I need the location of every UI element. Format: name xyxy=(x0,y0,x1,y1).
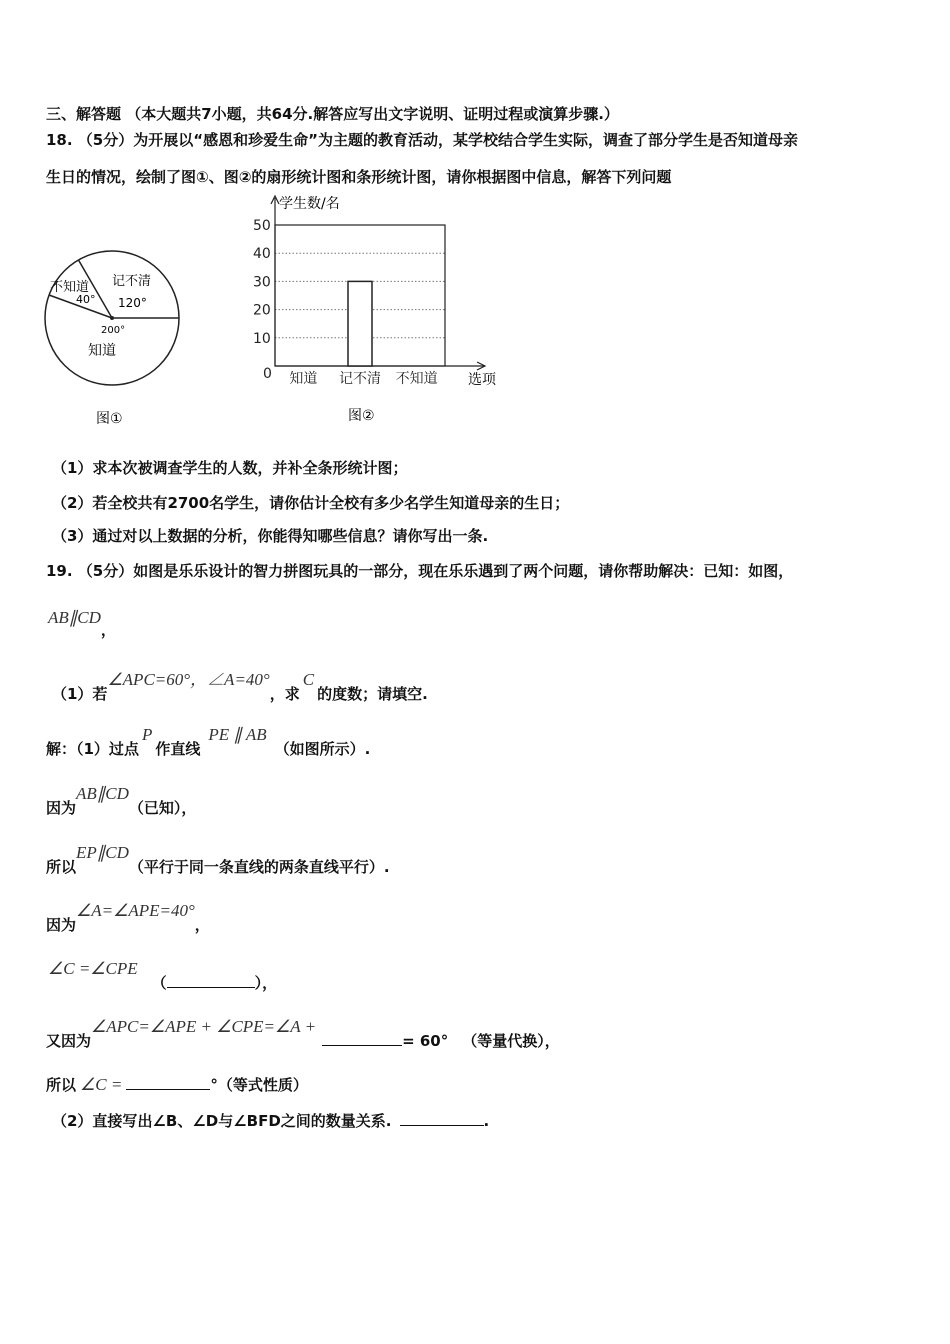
bar-x-category-label: 知道 xyxy=(289,371,318,387)
q19-part1-math: ∠APC=60°，∠A=40° xyxy=(107,670,270,689)
q19-l5-eq: = 60° xyxy=(402,1032,449,1050)
q19-part1-mid: ，求 xyxy=(269,685,300,703)
q19-l3-math: ∠A=∠APE=40° xyxy=(76,901,195,920)
q19-sol-prefix: 解：（1）过点 xyxy=(46,740,139,758)
q19-l6-math: ∠C = xyxy=(80,1075,123,1094)
q19-sol-mid: 作直线 xyxy=(155,740,201,758)
q19-part2-blank[interactable] xyxy=(400,1111,484,1126)
q19-l5-suffix: （等量代换）， xyxy=(462,1032,560,1050)
q19-part1-suffix: 的度数；请填空. xyxy=(317,685,428,703)
section-header: 三、解答题 （本大题共7小题，共64分.解答应写出文字说明、证明过程或演算步骤.） xyxy=(46,105,619,123)
q18-sub2: （2）若全校共有2700名学生，请你估计全校有多少名学生知道母亲的生日； xyxy=(52,494,570,512)
q19-l6-prefix: 所以 xyxy=(46,1076,77,1094)
q19-l6-suffix: °（等式性质） xyxy=(210,1076,308,1094)
pie-caption: 图① xyxy=(96,411,123,427)
pie-angle-buzhidao: 40° xyxy=(76,293,96,306)
q19-l5-blank[interactable] xyxy=(322,1031,402,1046)
q19-part2-line xyxy=(52,1110,489,1131)
q19-l4-close: ）， xyxy=(254,974,278,992)
q19-part1-prefix: （1）若 xyxy=(52,685,108,703)
q18-sub3: （3）通过对以上数据的分析，你能得知哪些信息？请你写出一条. xyxy=(52,527,489,545)
q19-l4-math: ∠C =∠CPE xyxy=(48,959,138,978)
q19-line1 xyxy=(46,783,197,817)
q19-l4-open: （ xyxy=(151,974,167,992)
bar-y-tick-label: 40 xyxy=(253,246,271,263)
q19-line3 xyxy=(46,900,210,934)
q19-l1-suffix: （已知）， xyxy=(128,799,197,817)
q18-sub1: （1）求本次被调查学生的人数，并补全条形统计图； xyxy=(52,459,408,477)
q19-given-line xyxy=(48,607,116,639)
q19-l3-prefix: 因为 xyxy=(46,916,77,934)
q19-l2-prefix: 所以 xyxy=(46,858,77,876)
pie-center-dot xyxy=(110,316,114,320)
q19-l1-math: AB∥CD xyxy=(76,784,129,803)
q19-sol-suffix: （如图所示）. xyxy=(274,740,371,758)
q19-l2-suffix: （平行于同一条直线的两条直线平行）. xyxy=(128,858,390,876)
q19-part2-end: . xyxy=(483,1112,490,1130)
pie-angle-zhidao: 200° xyxy=(101,325,126,336)
bar-y-tick-label: 30 xyxy=(253,274,271,291)
q19-l5-prefix: 又因为 xyxy=(46,1032,92,1050)
bar-x-axis-label: 选项 xyxy=(468,372,496,388)
q19-line4 xyxy=(48,958,278,992)
bar-y-tick-label: 0 xyxy=(263,366,272,382)
q19-part2-text: （2）直接写出∠B、∠D与∠BFD之间的数量关系. xyxy=(52,1112,392,1130)
pie-chart-figure xyxy=(40,245,190,435)
q19-l1-prefix: 因为 xyxy=(46,799,77,817)
pie-label-zhidao: 知道 xyxy=(88,343,116,359)
q19-l3-suffix: ， xyxy=(194,916,210,934)
pie-angle-jibuqing: 120° xyxy=(118,296,147,310)
q19-solution-line xyxy=(46,724,371,758)
q19-given-math: AB∥CD xyxy=(48,608,101,627)
q19-l4-blank[interactable] xyxy=(167,973,255,988)
bar-chart-figure xyxy=(245,190,515,430)
q19-part1-c: C xyxy=(302,670,315,689)
q19-line5 xyxy=(46,1016,560,1050)
bar-x-category-label: 不知道 xyxy=(395,371,438,387)
q19-line6 xyxy=(46,1074,308,1095)
q19-l2-math: EP∥CD xyxy=(76,843,129,862)
q18-text-line1: 18. （5分）为开展以“感恩和珍爱生命”为主题的教育活动，某学校结合学生实际，调查了部分学生是否知道母亲 xyxy=(46,131,798,149)
q19-intro: 19. （5分）如图是乐乐设计的智力拼图玩具的一部分，现在乐乐遇到了两个问题，请你帮助解决：已知：如图， xyxy=(46,562,794,580)
bar-y-tick-label: 50 xyxy=(253,218,271,234)
bar-chart-caption: 图② xyxy=(348,408,375,424)
bar-y-tick-label: 20 xyxy=(253,302,271,319)
q19-part1-line xyxy=(52,665,428,703)
bar-x-category-label: 记不清 xyxy=(339,371,381,387)
q19-sol-math: PE ∥ AB xyxy=(208,725,267,744)
q19-given-comma: ， xyxy=(100,621,116,639)
bar-mark-记不清 xyxy=(348,281,372,366)
pie-label-buzhidao: 不知道 xyxy=(50,280,90,295)
bar-y-axis-label: 学生数/名 xyxy=(279,196,340,212)
q19-sol-p: P xyxy=(141,725,153,744)
q19-l5-math: ∠APC=∠APE + ∠CPE=∠A + xyxy=(91,1017,317,1036)
bar-y-tick-label: 10 xyxy=(253,330,271,347)
q18-text-line2: 生日的情况，绘制了图①、图②的扇形统计图和条形统计图，请你根据图中信息，解答下列问题 xyxy=(46,168,672,186)
pie-label-jibuqing: 记不清 xyxy=(112,274,152,289)
q19-line2 xyxy=(46,842,390,876)
q19-l6-blank[interactable] xyxy=(126,1075,210,1090)
